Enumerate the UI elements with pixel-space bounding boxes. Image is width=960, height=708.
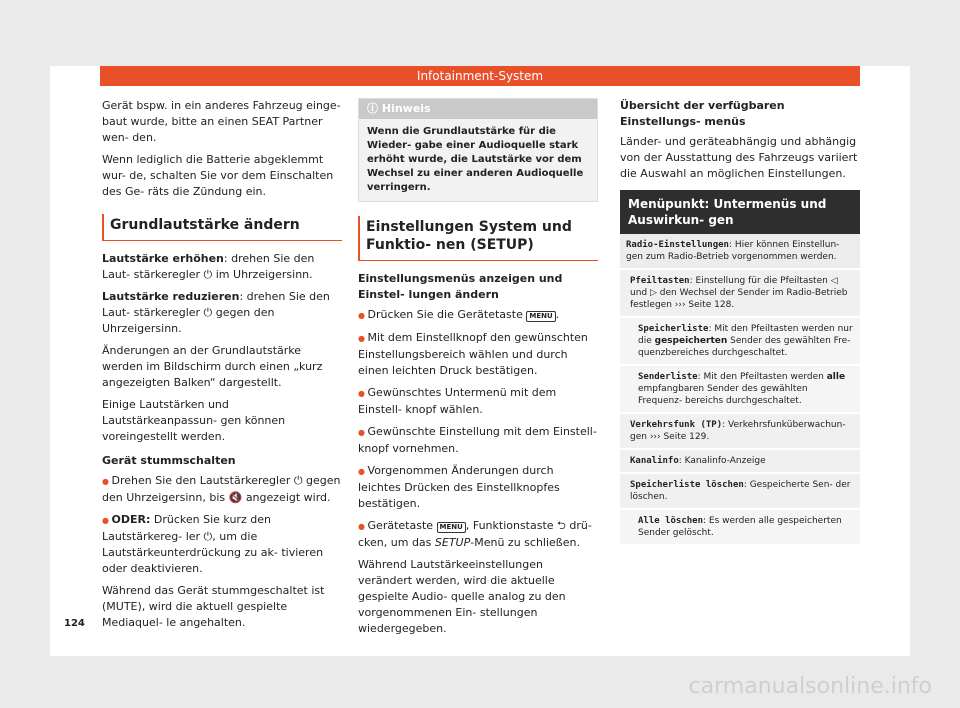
- text: Drücken Sie die Gerätetaste: [367, 308, 523, 321]
- menu-key: Pfeiltasten: [630, 276, 690, 286]
- note-text: Wenn die Grundlautstärke für die Wieder- gabe einer Audioquelle stark erhöht wurde, die Lautstärke vor dem Wechsel zu einer anderen Audioquelle verringern.: [367, 126, 584, 193]
- menu-key-icon: MENU: [526, 311, 555, 322]
- text: : drehen Sie den Laut- stärkeregler ⏻ im Uhrzeigersinn.: [102, 252, 315, 281]
- bullet-item: [102, 473, 342, 506]
- menu-row: [620, 414, 860, 450]
- bullet-item: [102, 512, 342, 577]
- menu-row: [620, 510, 860, 546]
- menu-key: Radio-Einstellungen: [626, 240, 729, 250]
- bullet-item: [358, 330, 598, 379]
- note-header: [359, 99, 597, 119]
- menu-row: [620, 474, 860, 510]
- text: empfangbaren Sender des gewählten Frequenz- bereichs durchgeschaltet.: [638, 384, 808, 406]
- menu-row: [620, 270, 860, 318]
- paragraph: Wenn lediglich die Batterie abgeklemmt wur- de, schalten Sie vor dem Einschalten des Ge- räts die Zündung ein.: [102, 153, 334, 198]
- label-bold: Lautstärke erhöhen: [102, 252, 224, 265]
- bullet-item: ● Drücken Sie die Gerätetaste MENU .: [358, 307, 598, 324]
- text: -Menü zu schließen.: [470, 536, 580, 549]
- text-bold: alle: [826, 372, 846, 382]
- text: Drehen Sie den Lautstärkeregler ⏻ gegen den Uhrzeigersinn, bis 🔇 angezeigt wird.: [102, 474, 341, 504]
- column-middle: [358, 98, 598, 643]
- text: : Es werden alle gespeicherten Sender gelöscht.: [638, 516, 842, 538]
- text: : Gespeicherte Sen- der löschen.: [630, 480, 851, 502]
- paragraph: Länder- und geräteabhängig und abhängig von der Ausstattung des Fahrzeugs variiert die Auswahl an möglichen Einstellungen.: [620, 135, 858, 180]
- bullet-item: [358, 424, 598, 457]
- label-bold: ODER:: [111, 513, 151, 526]
- text: : Kanalinfo-Anzeige: [678, 456, 766, 466]
- text: Gewünschtes Untermenü mit dem Einstell- knopf wählen.: [358, 386, 557, 416]
- menu-row: [620, 366, 860, 414]
- paragraph: Gerät bspw. in ein anderes Fahrzeug einge- baut wurde, bitte an einen SEAT Partner wen- den.: [102, 99, 341, 144]
- section-title: Einstellungen System und Funktio- nen (SETUP): [358, 216, 598, 261]
- menu-row: [620, 234, 860, 270]
- paragraph: Während Lautstärkeeinstellungen verändert werden, wird die aktuelle gespielte Audio- quelle analog zu den vorgenommenen Ein- stellungen wiedergegeben.: [358, 558, 566, 635]
- text-bold: gespeicherten: [654, 336, 728, 346]
- text: : drehen Sie den Laut- stärkeregler ⏻ gegen den Uhrzeigersinn.: [102, 290, 330, 335]
- subheading: Einstellungsmenüs anzeigen und Einstel- lungen ändern: [358, 272, 563, 301]
- text: : Mit den Pfeiltasten werden: [697, 372, 827, 382]
- column-left: [102, 98, 342, 637]
- label-bold: Lautstärke reduzieren: [102, 290, 240, 303]
- text: Gewünschte Einstellung mit dem Einstell- knopf vornehmen.: [358, 425, 597, 455]
- text: Sender des gewählten Fre- quenzbereiches durchgeschaltet.: [638, 336, 851, 358]
- paragraph: Während das Gerät stummgeschaltet ist (MUTE), wird die aktuell gespielte Mediaquel- le angehalten.: [102, 584, 325, 629]
- subheading: Gerät stummschalten: [102, 454, 236, 467]
- menu-key: Senderliste: [638, 372, 698, 382]
- menu-key: Kanalinfo: [630, 456, 679, 466]
- section-title: Grundlautstärke ändern: [102, 214, 342, 241]
- paragraph: Einige Lautstärken und Lautstärkeanpassun- gen können voreingestellt werden.: [102, 398, 286, 443]
- text: Gerätetaste: [367, 519, 434, 532]
- text: : Hier können Einstellun- gen zum Radio-Betrieb vorgenommen werden.: [626, 240, 840, 262]
- text: , Funktionstaste ⮌ drü- cken, um das: [358, 519, 592, 549]
- watermark: carmanualsonline.info: [688, 674, 932, 699]
- text: Drücken Sie kurz den Lautstärkereg- ler ⏻, um die Lautstärkeunterdrückung zu ak- tivieren oder deaktivieren.: [102, 513, 324, 575]
- text: : Mit den Pfeiltasten werden nur die: [638, 324, 853, 346]
- paragraph: Änderungen an der Grundlautstärke werden im Bildschirm durch einen „kurz angezeigten Balken“ dargestellt.: [102, 344, 323, 389]
- menu-row: [620, 450, 860, 474]
- subheading: Übersicht der verfügbaren Einstellungs- menüs: [620, 99, 785, 128]
- menu-key-icon: MENU: [437, 522, 466, 533]
- bullet-item: [358, 518, 598, 551]
- menu-key: Speicherliste löschen: [630, 480, 744, 490]
- paragraph-volume-up: [102, 251, 342, 283]
- bullet-item: [358, 385, 598, 418]
- text: : Verkehrsfunküberwachun- gen ››› Seite 129.: [630, 420, 846, 442]
- bullet-item: [358, 463, 598, 512]
- column-right: [620, 98, 860, 546]
- note-title: Hinweis: [381, 102, 431, 115]
- menu-key: Speicherliste: [638, 324, 709, 334]
- paragraph-volume-down: [102, 289, 342, 337]
- menu-table-header: Menüpunkt: Untermenüs und Auswirkun- gen: [620, 190, 860, 234]
- text-italic: SETUP: [434, 536, 471, 549]
- menu-key: Alle löschen: [638, 516, 704, 526]
- text: Mit dem Einstellknopf den gewünschten Einstellungsbereich wählen und durch einen leichten Druck bestätigen.: [358, 331, 588, 377]
- page-number: 124: [64, 618, 85, 629]
- text: Vorgenommen Änderungen durch leichtes Drücken des Einstellknopfes bestätigen.: [358, 464, 560, 510]
- menu-row: [620, 318, 860, 366]
- menu-key: Verkehrsfunk (TP): [630, 420, 723, 430]
- page-header: Infotainment-System: [100, 66, 860, 86]
- note-box: [358, 98, 598, 202]
- info-icon: ⓘ: [367, 102, 382, 115]
- text: : Einstellung für die Pfeiltasten ◁ und ▷ den Wechsel der Sender im Radio-Betrieb festlegen ››› Seite 128.: [630, 276, 848, 310]
